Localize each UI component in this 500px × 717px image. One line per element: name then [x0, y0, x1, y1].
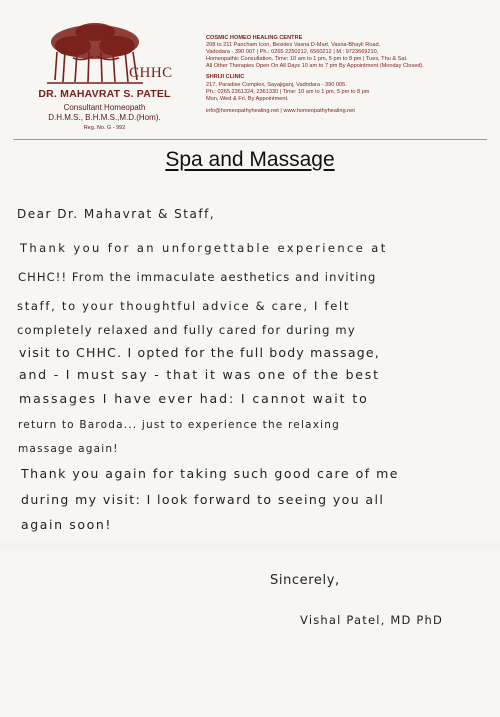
doctor-qualifications: D.H.M.S., B.H.M.S.,M.D.(Hom).	[48, 113, 161, 122]
clinic2-name: SHRIJI CLINIC	[206, 74, 245, 81]
paper-fold	[0, 540, 500, 554]
logo-text: CHHC	[129, 65, 173, 81]
letter-line: return to Baroda... just to experience the relaxing	[18, 419, 340, 431]
centre-address-1: 208 to 211 Pancham Icon, Besides Vasna D-Mart, Vasna-Bhayli Road,	[206, 42, 381, 49]
registration-number: Reg. No. G - 992	[83, 125, 126, 131]
doctor-block	[22, 88, 187, 131]
letter-line: CHHC!! From the immaculate aesthetics and inviting	[18, 270, 377, 284]
page-title	[0, 148, 500, 172]
centre-hours-1: Homeopathic Consultation. Time: 10 am to 1 pm, 5 pm to 8 pm | Tues, Thu & Sat.	[206, 56, 408, 63]
salutation: Dear Dr. Mahavrat & Staff,	[17, 207, 216, 221]
clinic2-days: Mon, Wed & Fri. By Appointment.	[206, 95, 289, 102]
letter-line: Thank you for an unforgettable experience at	[20, 241, 388, 255]
doctor-name: DR. MAHAVRAT S. PATEL	[38, 88, 171, 100]
centre-address-2: Vadodara - 390 007 | Ph.: 0265 2250212, 6560212 | M.: 9723669210,	[206, 49, 379, 56]
page-title-text: Spa and Massage	[165, 148, 335, 171]
doctor-role: Consultant Homeopath	[63, 103, 146, 112]
signature: Vishal Patel, MD PhD	[300, 613, 444, 627]
header-divider	[13, 139, 487, 140]
clinic-info	[206, 35, 478, 115]
centre-hours-2: All Other Therapies Open On All Days 10 am to 7 pm By Appointment (Monday Closed).	[206, 63, 424, 70]
closing: Sincerely,	[270, 573, 340, 588]
letter-line: completely relaxed and fully cared for during my	[17, 323, 356, 337]
tree-logo	[33, 22, 173, 88]
letter-line: visit to CHHC. I opted for the full body massage,	[19, 345, 380, 360]
letter-line: during my visit: I look forward to seeing you all	[21, 492, 385, 507]
centre-name: COSMIC HOMEO HEALING CENTRE	[206, 35, 303, 41]
contact-line: info@homeopathyhealing.net | www.homeopathyhealing.net	[206, 107, 355, 114]
clinic2-phone: Ph.: 0265 2361324, 2361330 | Time: 10 am to 1 pm, 5 pm to 8 pm	[206, 88, 370, 95]
letter-line: massages I have ever had: I cannot wait to	[19, 391, 369, 406]
letter-line: massage again!	[18, 443, 119, 455]
letter-line: and - I must say - that it was one of the best	[19, 367, 380, 382]
letter-line: again soon!	[21, 517, 112, 532]
letter-line: Thank you again for taking such good care of me	[21, 466, 399, 481]
clinic2-address: 217, Paradise Complex, Sayajiganj, Vadodara - 390 005.	[206, 81, 347, 88]
letter-line: staff, to your thoughtful advice & care, I felt	[17, 299, 351, 313]
